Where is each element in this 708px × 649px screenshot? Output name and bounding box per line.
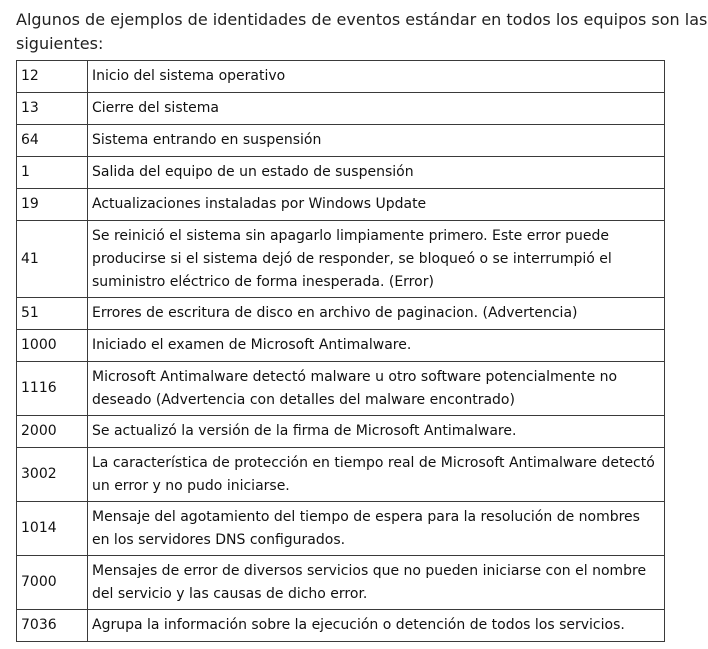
event-id-cell: 7036 — [17, 610, 88, 642]
table-row — [17, 157, 665, 189]
table-row — [17, 125, 665, 157]
table-row — [17, 221, 665, 298]
event-description-cell: Errores de escritura de disco en archivo de paginacion. (Advertencia) — [88, 298, 665, 330]
table-row — [17, 362, 665, 416]
event-description-cell: Iniciado el examen de Microsoft Antimalware. — [88, 330, 665, 362]
table-row — [17, 93, 665, 125]
event-id-cell: 12 — [17, 61, 88, 93]
table-row — [17, 448, 665, 502]
event-description-cell: La característica de protección en tiempo real de Microsoft Antimalware detectó un error y no pudo iniciarse. — [88, 448, 665, 502]
event-description-cell: Se actualizó la versión de la firma de Microsoft Antimalware. — [88, 416, 665, 448]
event-description-cell: Salida del equipo de un estado de suspensión — [88, 157, 665, 189]
event-description-cell: Se reinició el sistema sin apagarlo limpiamente primero. Este error puede producirse si el sistema dejó de responder, se bloqueó o se interrumpió el suministro eléctrico de forma inesperada. (Error) — [88, 221, 665, 298]
event-description-cell: Sistema entrando en suspensión — [88, 125, 665, 157]
table-row — [17, 502, 665, 556]
event-id-cell: 1000 — [17, 330, 88, 362]
event-description-cell: Agrupa la información sobre la ejecución o detención de todos los servicios. — [88, 610, 665, 642]
event-id-cell: 13 — [17, 93, 88, 125]
event-id-cell: 19 — [17, 189, 88, 221]
table-row — [17, 556, 665, 610]
table-row — [17, 189, 665, 221]
event-id-table — [16, 60, 665, 642]
event-id-cell: 3002 — [17, 448, 88, 502]
event-id-cell: 51 — [17, 298, 88, 330]
event-id-cell: 1 — [17, 157, 88, 189]
event-id-cell: 7000 — [17, 556, 88, 610]
event-description-cell: Cierre del sistema — [88, 93, 665, 125]
event-description-cell: Inicio del sistema operativo — [88, 61, 665, 93]
event-id-cell: 1014 — [17, 502, 88, 556]
event-description-cell: Mensaje del agotamiento del tiempo de espera para la resolución de nombres en los servidores DNS configurados. — [88, 502, 665, 556]
intro-text: Algunos de ejemplos de identidades de eventos estándar en todos los equipos son las siguientes: — [16, 10, 708, 53]
event-id-cell: 2000 — [17, 416, 88, 448]
event-description-cell: Mensajes de error de diversos servicios que no pueden iniciarse con el nombre del servicio y las causas de dicho error. — [88, 556, 665, 610]
event-id-cell: 41 — [17, 221, 88, 298]
table-row — [17, 61, 665, 93]
table-row — [17, 298, 665, 330]
event-id-cell: 1116 — [17, 362, 88, 416]
event-description-cell: Actualizaciones instaladas por Windows Update — [88, 189, 665, 221]
event-id-cell: 64 — [17, 125, 88, 157]
event-description-cell: Microsoft Antimalware detectó malware u otro software potencialmente no deseado (Advertencia con detalles del malware encontrado) — [88, 362, 665, 416]
table-row — [17, 330, 665, 362]
table-row — [17, 610, 665, 642]
table-row — [17, 416, 665, 448]
